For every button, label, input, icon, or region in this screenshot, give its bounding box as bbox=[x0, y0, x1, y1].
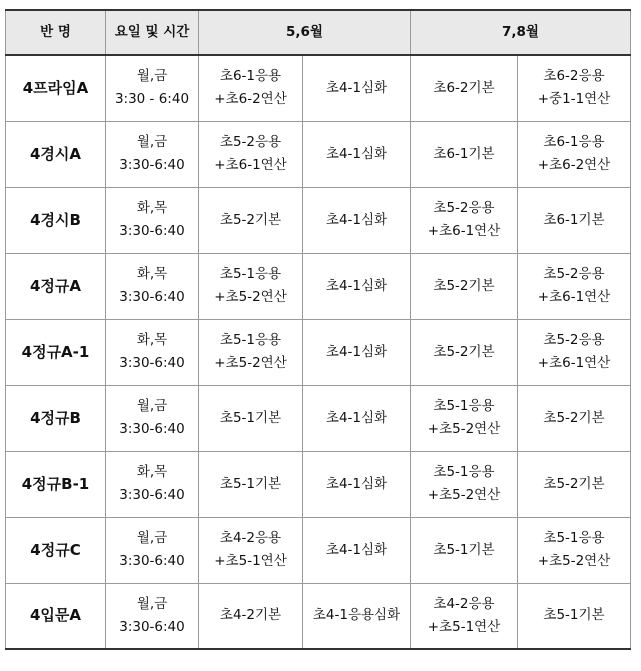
course-line: 초5-2응용 bbox=[543, 266, 605, 282]
course-line: 초6-1기본 bbox=[433, 145, 495, 162]
course-line: 초6-1응용 bbox=[543, 134, 605, 150]
class-time: 3:30-6:40 bbox=[119, 487, 185, 503]
july-august-course-cell bbox=[518, 319, 631, 385]
table-row bbox=[6, 121, 631, 187]
day-time-cell bbox=[106, 55, 199, 121]
course-line: +초6-2연산 bbox=[537, 157, 611, 173]
may-june-course-cell bbox=[199, 583, 303, 649]
course-line: 초5-2기본 bbox=[219, 211, 282, 228]
course-line: +초6-1연산 bbox=[214, 157, 287, 173]
may-june-course-cell bbox=[199, 253, 303, 319]
course-line: 초5-2기본 bbox=[543, 409, 605, 426]
course-line: 초5-1기본 bbox=[219, 475, 282, 492]
class-name-cell: 4정규C bbox=[6, 517, 106, 583]
july-august-course-cell bbox=[411, 583, 518, 649]
july-august-course-cell bbox=[518, 187, 631, 253]
course-line: 초5-1기본 bbox=[433, 541, 495, 558]
course-line: 초5-2응용 bbox=[433, 200, 495, 216]
may-june-course-cell bbox=[303, 121, 411, 187]
class-time: 3:30-6:40 bbox=[119, 421, 185, 437]
july-august-course-cell bbox=[518, 121, 631, 187]
july-august-course-cell bbox=[411, 121, 518, 187]
course-line: 초5-1응용 bbox=[433, 398, 495, 414]
may-june-course-cell bbox=[303, 253, 411, 319]
course-line: 초6-1응용 bbox=[219, 68, 282, 85]
course-line: 초6-1기본 bbox=[543, 211, 605, 228]
course-line: 초5-2기본 bbox=[543, 475, 605, 492]
day-time-cell bbox=[106, 253, 199, 319]
course-line: 초5-1기본 bbox=[543, 607, 605, 624]
class-days: 월,금 bbox=[136, 134, 168, 150]
course-line: +초6-1연산 bbox=[427, 223, 501, 239]
may-june-course-cell bbox=[303, 55, 411, 121]
course-line: +초6-1연산 bbox=[537, 355, 611, 371]
class-days: 월,금 bbox=[136, 68, 168, 85]
schedule-table-container bbox=[5, 9, 631, 650]
course-line: 초4-1심화 bbox=[325, 211, 388, 228]
july-august-course-cell bbox=[518, 451, 631, 517]
july-august-course-cell bbox=[518, 583, 631, 649]
header-class-name: 반 명 bbox=[6, 10, 106, 55]
course-line: +초5-1연산 bbox=[214, 553, 287, 569]
may-june-course-cell bbox=[303, 517, 411, 583]
may-june-course-cell bbox=[199, 451, 303, 517]
schedule-table bbox=[5, 9, 631, 650]
class-name-cell: 4정규B bbox=[6, 385, 106, 451]
class-days: 화,목 bbox=[136, 332, 168, 348]
class-name-cell: 4입문A bbox=[6, 583, 106, 649]
table-row bbox=[6, 319, 631, 385]
course-line: +초5-2연산 bbox=[537, 553, 611, 569]
class-days: 화,목 bbox=[136, 464, 168, 480]
class-name-cell: 4정규A-1 bbox=[6, 319, 106, 385]
course-line: +초5-2연산 bbox=[214, 289, 287, 305]
class-time: 3:30-6:40 bbox=[119, 618, 185, 635]
may-june-course-cell bbox=[199, 55, 303, 121]
table-row bbox=[6, 385, 631, 451]
july-august-course-cell bbox=[411, 517, 518, 583]
july-august-course-cell bbox=[411, 55, 518, 121]
day-time-cell bbox=[106, 121, 199, 187]
course-line: 초5-1응용 bbox=[543, 530, 605, 546]
table-row bbox=[6, 517, 631, 583]
course-line: 초5-1응용 bbox=[219, 266, 282, 282]
day-time-cell bbox=[106, 187, 199, 253]
table-row bbox=[6, 187, 631, 253]
day-time-cell bbox=[106, 517, 199, 583]
course-line: +초5-2연산 bbox=[427, 487, 501, 503]
day-time-cell bbox=[106, 385, 199, 451]
may-june-course-cell bbox=[199, 319, 303, 385]
class-time: 3:30-6:40 bbox=[119, 157, 185, 173]
class-name-cell: 4프라임A bbox=[6, 55, 106, 121]
header-period-july-august: 7,8월 bbox=[411, 10, 631, 55]
course-line: 초4-1심화 bbox=[325, 145, 388, 162]
course-line: 초4-1심화 bbox=[325, 343, 388, 360]
class-time: 3:30-6:40 bbox=[119, 223, 185, 239]
class-time: 3:30 - 6:40 bbox=[114, 91, 190, 108]
header-period-may-june: 5,6월 bbox=[199, 10, 411, 55]
may-june-course-cell bbox=[199, 187, 303, 253]
class-time: 3:30-6:40 bbox=[119, 553, 185, 569]
course-line: 초4-1심화 bbox=[325, 409, 388, 426]
day-time-cell bbox=[106, 451, 199, 517]
day-time-cell bbox=[106, 583, 199, 649]
course-line: +초6-2연산 bbox=[214, 91, 287, 108]
may-june-course-cell bbox=[199, 385, 303, 451]
course-line: +초5-1연산 bbox=[427, 618, 501, 635]
class-name-cell: 4정규A bbox=[6, 253, 106, 319]
july-august-course-cell bbox=[411, 253, 518, 319]
course-line: 초4-1심화 bbox=[325, 541, 388, 558]
course-line: 초5-2응용 bbox=[219, 134, 282, 150]
table-row bbox=[6, 55, 631, 121]
table-row bbox=[6, 253, 631, 319]
course-line: +초5-2연산 bbox=[427, 421, 501, 437]
table-row bbox=[6, 451, 631, 517]
july-august-course-cell bbox=[518, 55, 631, 121]
course-line: 초6-2기본 bbox=[433, 79, 495, 96]
course-line: 초5-2응용 bbox=[543, 332, 605, 348]
course-line: 초4-2응용 bbox=[219, 530, 282, 546]
course-line: 초4-1심화 bbox=[325, 79, 388, 96]
course-line: +중1-1연산 bbox=[537, 91, 611, 108]
class-days: 화,목 bbox=[136, 266, 168, 282]
class-days: 화,목 bbox=[136, 200, 168, 216]
class-time: 3:30-6:40 bbox=[119, 355, 185, 371]
course-line: 초5-1응용 bbox=[219, 332, 282, 348]
header-row bbox=[6, 10, 631, 55]
course-line: +초6-1연산 bbox=[537, 289, 611, 305]
course-line: 초4-1심화 bbox=[325, 475, 388, 492]
july-august-course-cell bbox=[518, 253, 631, 319]
july-august-course-cell bbox=[518, 385, 631, 451]
july-august-course-cell bbox=[518, 517, 631, 583]
july-august-course-cell bbox=[411, 319, 518, 385]
course-line: 초4-2응용 bbox=[433, 595, 495, 612]
may-june-course-cell bbox=[303, 451, 411, 517]
course-line: 초4-1응용심화 bbox=[312, 607, 401, 624]
day-time-cell bbox=[106, 319, 199, 385]
schedule-body bbox=[6, 55, 631, 649]
class-time: 3:30-6:40 bbox=[119, 289, 185, 305]
class-name-cell: 4정규B-1 bbox=[6, 451, 106, 517]
course-line: 초5-1응용 bbox=[433, 464, 495, 480]
class-days: 월,금 bbox=[136, 595, 168, 612]
class-days: 월,금 bbox=[136, 398, 168, 414]
may-june-course-cell bbox=[303, 319, 411, 385]
header-day-time: 요일 및 시간 bbox=[106, 10, 199, 55]
course-line: 초5-1기본 bbox=[219, 409, 282, 426]
july-august-course-cell bbox=[411, 451, 518, 517]
course-line: 초5-2기본 bbox=[433, 277, 495, 294]
course-line: 초4-2기본 bbox=[219, 607, 282, 624]
table-row bbox=[6, 583, 631, 649]
class-name-cell: 4경시A bbox=[6, 121, 106, 187]
class-days: 월,금 bbox=[136, 530, 168, 546]
may-june-course-cell bbox=[303, 583, 411, 649]
class-name-cell: 4경시B bbox=[6, 187, 106, 253]
may-june-course-cell bbox=[303, 385, 411, 451]
may-june-course-cell bbox=[303, 187, 411, 253]
course-line: 초6-2응용 bbox=[543, 68, 605, 85]
may-june-course-cell bbox=[199, 121, 303, 187]
course-line: 초4-1심화 bbox=[325, 277, 388, 294]
course-line: +초5-2연산 bbox=[214, 355, 287, 371]
course-line: 초5-2기본 bbox=[433, 343, 495, 360]
july-august-course-cell bbox=[411, 385, 518, 451]
may-june-course-cell bbox=[199, 517, 303, 583]
july-august-course-cell bbox=[411, 187, 518, 253]
